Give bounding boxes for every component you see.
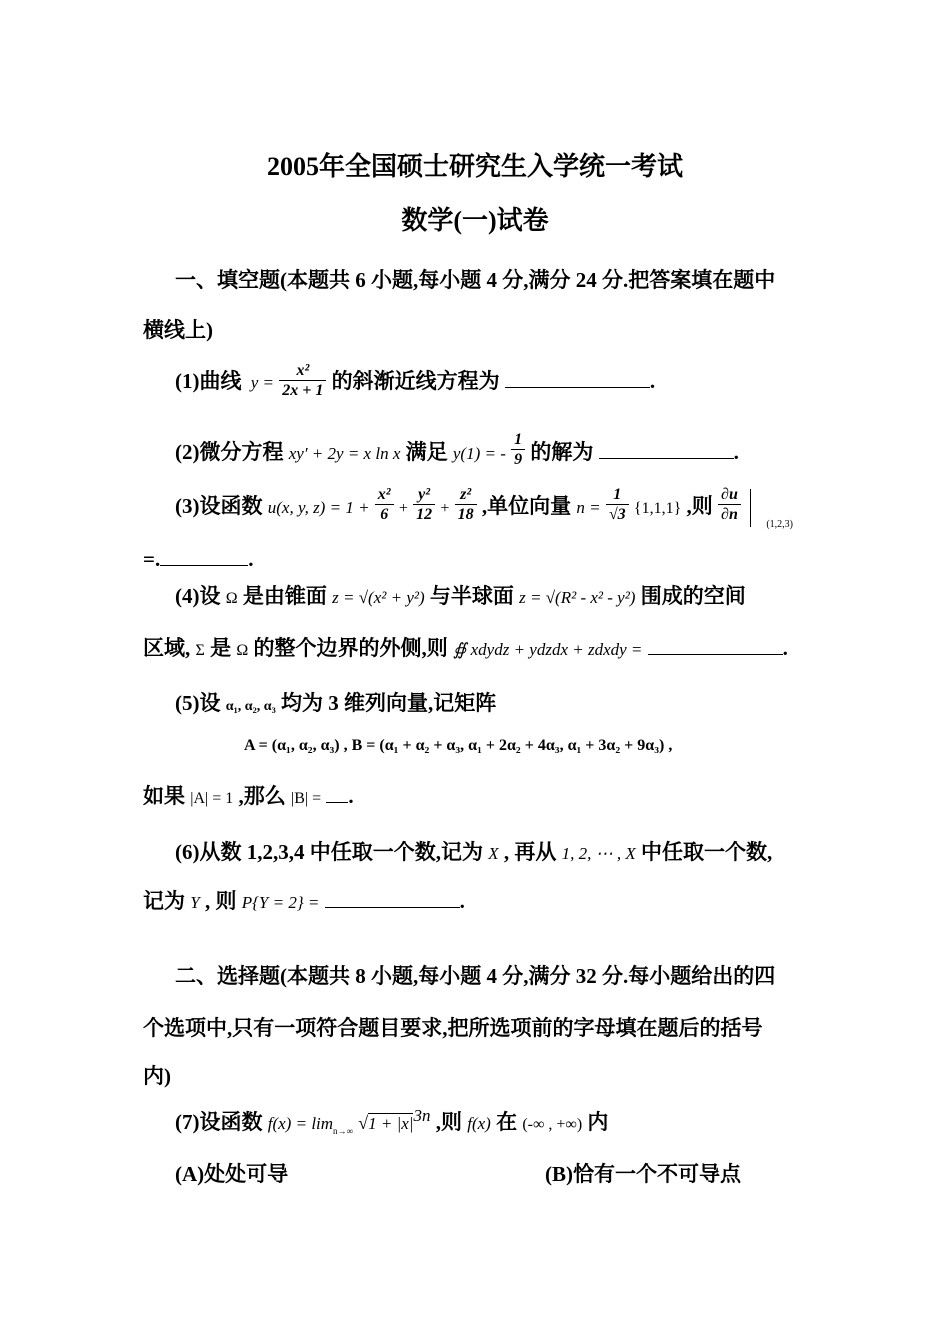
q3-partial-num: ∂u — [718, 485, 741, 505]
q3-partial — [718, 485, 741, 524]
question-3-cont — [143, 547, 253, 572]
q5-end: . — [348, 784, 354, 808]
section1-header-line2: 横线上) — [143, 318, 213, 342]
q4-omega-2: Ω — [236, 642, 249, 659]
q5-text: 均为 3 维列向量,记矩阵 — [281, 691, 497, 715]
q2-fraction — [511, 430, 525, 469]
question-6 — [175, 836, 772, 866]
q7-option-b[interactable]: (B)恰有一个不可导点 — [545, 1162, 741, 1186]
q1-end: . — [649, 369, 656, 393]
q7-inside: 内 — [587, 1110, 609, 1134]
question-3: (3)设函数 u(x, y, z) = 1 + $\frac{\text{x²}}{6}$ + $\frac{\text{y²}}{12}$ + $\frac{\text{z²}}{18}$ ,单位向量 n = $\frac{1}{√3}$ {1,1,1} ,则 $\frac{\partial u}{\partial n}$ $_{(1,2,3)}$ — [175, 485, 794, 530]
q1-numerator: x² — [279, 361, 326, 381]
question-2 — [175, 430, 739, 469]
q7-fx: f(x) = lim — [267, 1114, 334, 1133]
q2-equation: xy′ + 2y = x ln x — [288, 444, 401, 463]
q7-option-a[interactable]: (A)处处可导 — [175, 1162, 289, 1186]
q7-then: ,则 — [435, 1110, 462, 1134]
q4-sphere: z = √(R² - x² - y²) — [519, 588, 636, 607]
q6-line2a: 记为 — [143, 889, 185, 913]
q2-mid: 满足 — [405, 440, 448, 464]
q1-text: 的斜渐近线方程为 — [331, 369, 500, 393]
q1-answer-blank[interactable] — [505, 369, 650, 388]
q3-frac-z: $\frac{\text{z²}}{18}$ — [455, 485, 477, 524]
q4-t4: 是 — [210, 636, 232, 660]
q6-label: (6)从数 1,2,3,4 中任取一个数,记为 — [175, 840, 483, 864]
q4-label: (4)设 — [175, 584, 221, 608]
q1-denominator: 2x + 1 — [282, 381, 324, 399]
q5-matrices: A = (α₁, α₂, α₃) , B = (α₁ + α₂ + α₃, α₁ + 2α₂ + 4α₃, α₁ + 3α₂ + 9α₃) , — [244, 737, 673, 754]
q7-label: (7)设函数 — [175, 1110, 263, 1134]
question-1 — [175, 361, 656, 400]
q3-end: . — [248, 547, 254, 571]
q3-then: ,则 — [686, 493, 713, 518]
question-6-line2 — [143, 885, 465, 915]
question-5-line3 — [143, 780, 354, 810]
q6-t4: , 则 — [204, 889, 237, 913]
q6-prob: P{Y = 2} = — [241, 893, 320, 912]
q1-fraction — [279, 361, 326, 400]
q4-cone: z = √(x² + y²) — [332, 588, 425, 607]
q3-label: (3)设函数 — [175, 493, 263, 518]
q3-frac-x: $\frac{\text{x²}}{6}$ — [375, 485, 394, 524]
q5-detA: |A| = 1 — [190, 790, 234, 807]
q2-answer-blank[interactable] — [599, 440, 734, 459]
question-5 — [175, 687, 496, 717]
question-7: (7)设函数 $f(x) = \lim_{n\to\infty} √1 + |x|^{3n}$ ,则 f(x) 在 (-∞ , +∞) 内 — [175, 1106, 609, 1137]
q4-answer-blank[interactable] — [648, 636, 783, 655]
q4-line2a: 区域, — [143, 636, 191, 660]
q4-omega: Ω — [225, 590, 238, 607]
question-4-line2 — [143, 632, 788, 662]
q3-mid: ,单位向量 — [481, 493, 572, 518]
q4-t1: 是由锥面 — [242, 584, 327, 608]
q6-t3: 中任取一个数, — [641, 840, 773, 864]
q3-cont: =. — [143, 547, 161, 571]
q4-integral: ∯ xdydz + ydzdx + zdxdy = — [452, 640, 643, 659]
q3-set: {1,1,1} — [633, 499, 682, 517]
q2-denominator: 9 — [514, 450, 523, 468]
q7-interval: (-∞ , +∞) — [522, 1116, 583, 1133]
q3-partial-den: ∂n — [721, 505, 738, 523]
q7-in: 在 — [496, 1110, 518, 1134]
q3-function: u(x, y, z) = 1 + — [267, 497, 370, 517]
q6-end: . — [459, 889, 465, 913]
q5-line3a: 如果 — [143, 784, 185, 808]
q2-end: . — [733, 440, 739, 464]
q4-end: . — [782, 636, 788, 660]
section2-header-line3: 内) — [143, 1064, 171, 1088]
q7-fx2: f(x) — [467, 1114, 491, 1133]
exam-title: 2005年全国硕士研究生入学统一考试 — [266, 152, 683, 181]
q2-text: 的解为 — [530, 440, 594, 464]
q3-frac-root3: $\frac{1}{√3}$ — [606, 485, 629, 524]
q6-answer-blank[interactable] — [325, 889, 460, 908]
q2-label: (2)微分方程 — [175, 440, 284, 464]
q5-answer-blank[interactable] — [326, 784, 348, 803]
q6-t2: , 再从 — [503, 840, 557, 864]
q1-label: (1)曲线 — [175, 369, 242, 393]
q7-root-exp: 3n — [413, 1106, 431, 1125]
q2-numerator: 1 — [511, 430, 525, 450]
q5-detB: |B| = — [290, 790, 322, 807]
q4-t2: 与半球面 — [429, 584, 514, 608]
q3-point: (1,2,3) — [766, 518, 794, 530]
q6-X: X — [488, 844, 499, 863]
exam-subtitle: 数学(一)试卷 — [401, 206, 549, 235]
q3-vector: n = — [576, 497, 601, 517]
q5-alphas: α₁, α₂, α₃ — [225, 699, 276, 714]
q2-condition: y(1) = - — [452, 444, 506, 463]
q3-answer-blank[interactable] — [160, 547, 248, 566]
q7-root: 1 + |x| — [368, 1114, 414, 1133]
q4-sigma: Σ — [195, 642, 205, 659]
section1-header-line1: 一、填空题(本题共 6 小题,每小题 4 分,满分 24 分.把答案填在题中 — [175, 268, 776, 292]
q5-label: (5)设 — [175, 691, 221, 715]
q6-Y: Y — [190, 893, 200, 912]
q7-lim-sub: n→∞ — [333, 1126, 353, 1137]
q6-seq: 1, 2, ⋯ , X — [561, 844, 636, 863]
section2-header-line1: 二、选择题(本题共 8 小题,每小题 4 分,满分 32 分.每小题给出的四 — [175, 964, 776, 988]
q4-t3: 围成的空间 — [640, 584, 746, 608]
question-4 — [175, 580, 746, 610]
section2-header-line2: 个选项中,只有一项符合题目要求,把所选项前的字母填在题后的括号 — [143, 1016, 763, 1040]
q4-t5: 的整个边界的外侧,则 — [253, 636, 448, 660]
q1-formula-y: y = — [250, 373, 275, 392]
q5-line3b: ,那么 — [238, 784, 286, 808]
q3-frac-y: $\frac{\text{y²}}{12}$ — [413, 485, 435, 524]
